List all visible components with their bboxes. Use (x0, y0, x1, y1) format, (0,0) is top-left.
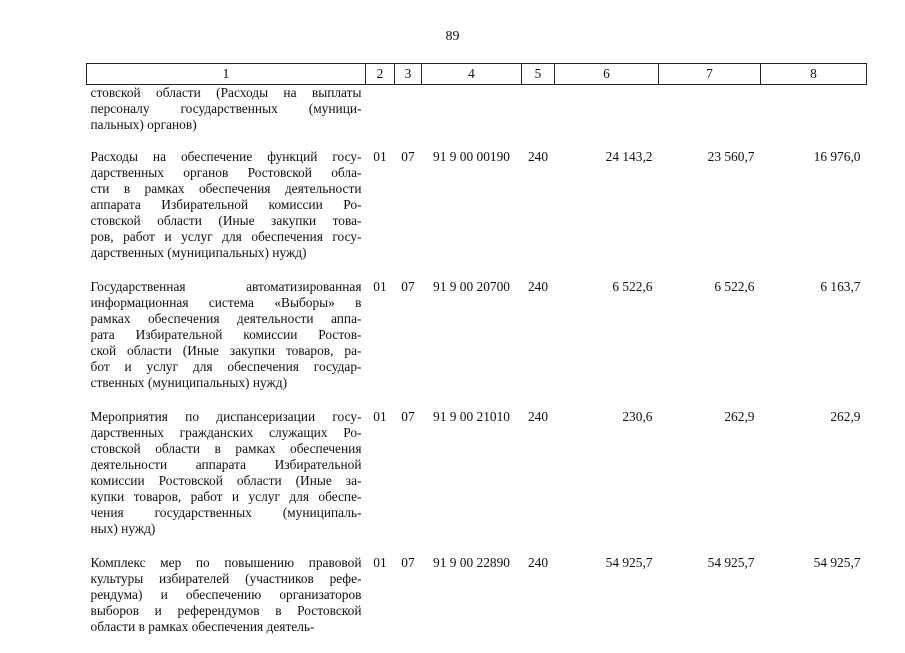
amount-col-6 (555, 85, 659, 150)
column-header: 2 (366, 64, 395, 85)
section-code: 01 (373, 279, 387, 294)
page-number: 89 (445, 29, 460, 44)
amount-col-6: 24 143,2 (605, 149, 653, 164)
table-row (87, 149, 867, 279)
description-line: ской области (Иные закупки товаров, ра- (90, 343, 362, 358)
description-line: сти в рамках обеспечения деятельности (90, 181, 362, 196)
description-line: ственных (муниципальных) нужд) (90, 375, 288, 390)
target-article-code: 91 9 00 22890 (433, 555, 510, 570)
description-line: культуры избирателей (участников рефе- (90, 571, 362, 586)
description-line: рата Избирательной комиссии Ростов- (90, 327, 362, 342)
section-code (366, 85, 395, 150)
table-row (87, 409, 867, 555)
amount-col-7: 54 925,7 (707, 555, 755, 570)
description-line: Расходы на обеспечение функций госу- (90, 149, 362, 164)
description-line: дарственных органов Ростовской обла- (90, 165, 362, 180)
amount-col-7: 6 522,6 (714, 279, 755, 294)
description-line: дарственных гражданских служащих Ро- (90, 425, 362, 440)
target-article-code (422, 85, 522, 150)
amount-col-8 (761, 85, 867, 150)
description-line: деятельности аппарата Избирательной (90, 457, 362, 472)
expense-type-code: 240 (527, 149, 549, 164)
column-header: 8 (761, 64, 867, 85)
subsection-code: 07 (401, 149, 415, 164)
row-description (87, 279, 366, 409)
section-code: 01 (373, 555, 387, 570)
description-line: выборов и референдумов в Ростовской (90, 603, 362, 618)
section-code: 01 (373, 149, 387, 164)
amount-col-8: 262,9 (830, 409, 861, 424)
description-line: пальных) органов) (90, 117, 197, 132)
description-line: области в рамках обеспечения деятель- (90, 619, 315, 634)
description-line: стовской области (Иные закупки това- (90, 213, 362, 228)
expense-type-code: 240 (527, 409, 549, 424)
description-line: комиссии Ростовской области (Иные за- (90, 473, 362, 488)
budget-table (86, 63, 867, 653)
description-line: чения государственных (муниципаль- (90, 505, 362, 520)
expense-type-code: 240 (527, 279, 549, 294)
target-article-code: 91 9 00 21010 (433, 409, 510, 424)
description-line: стовской области (Расходы на выплаты (90, 85, 362, 100)
subsection-code: 07 (401, 279, 415, 294)
description-line: ров, работ и услуг для обеспечения госу- (90, 229, 362, 244)
description-line: купки товаров, работ и услуг для обеспе- (90, 489, 362, 504)
description-line: Государственная автоматизированная (90, 279, 362, 294)
column-header: 6 (555, 64, 659, 85)
row-description (87, 85, 366, 150)
subsection-code: 07 (401, 555, 415, 570)
amount-col-7: 23 560,7 (707, 149, 755, 164)
table-row (87, 555, 867, 653)
description-line: персоналу государственных (муници- (90, 101, 362, 116)
description-line: информационная система «Выборы» в (90, 295, 362, 310)
description-line: Комплекс мер по повышению правовой (90, 555, 362, 570)
row-description (87, 555, 366, 653)
target-article-code: 91 9 00 00190 (433, 149, 510, 164)
section-code: 01 (373, 409, 387, 424)
amount-col-8: 16 976,0 (813, 149, 861, 164)
table-header-row (87, 64, 867, 85)
row-description (87, 149, 366, 279)
amount-col-7: 262,9 (724, 409, 755, 424)
amount-col-6: 6 522,6 (612, 279, 653, 294)
description-line: ных) нужд) (90, 521, 156, 536)
table-row (87, 279, 867, 409)
description-line: рамках обеспечения деятельности аппа- (90, 311, 362, 326)
subsection-code: 07 (401, 409, 415, 424)
table-row (87, 85, 867, 150)
description-line: бот и услуг для обеспечения государ- (90, 359, 362, 374)
description-line: Мероприятия по диспансеризации госу- (90, 409, 362, 424)
column-header: 4 (422, 64, 522, 85)
amount-col-8: 54 925,7 (813, 555, 861, 570)
column-header: 7 (659, 64, 761, 85)
subsection-code (395, 85, 422, 150)
amount-col-8: 6 163,7 (820, 279, 861, 294)
expense-type-code: 240 (527, 555, 549, 570)
target-article-code: 91 9 00 20700 (433, 279, 510, 294)
column-header: 5 (522, 64, 555, 85)
description-line: стовской области в рамках обеспечения (90, 441, 362, 456)
row-description (87, 409, 366, 555)
description-line: дарственных (муниципальных) нужд) (90, 245, 307, 260)
amount-col-7 (659, 85, 761, 150)
amount-col-6: 230,6 (622, 409, 653, 424)
column-header: 1 (87, 64, 366, 85)
description-line: рендума) и обеспечению организаторов (90, 587, 362, 602)
description-line: аппарата Избирательной комиссии Ро- (90, 197, 362, 212)
column-header: 3 (395, 64, 422, 85)
expense-type-code (522, 85, 555, 150)
amount-col-6: 54 925,7 (605, 555, 653, 570)
